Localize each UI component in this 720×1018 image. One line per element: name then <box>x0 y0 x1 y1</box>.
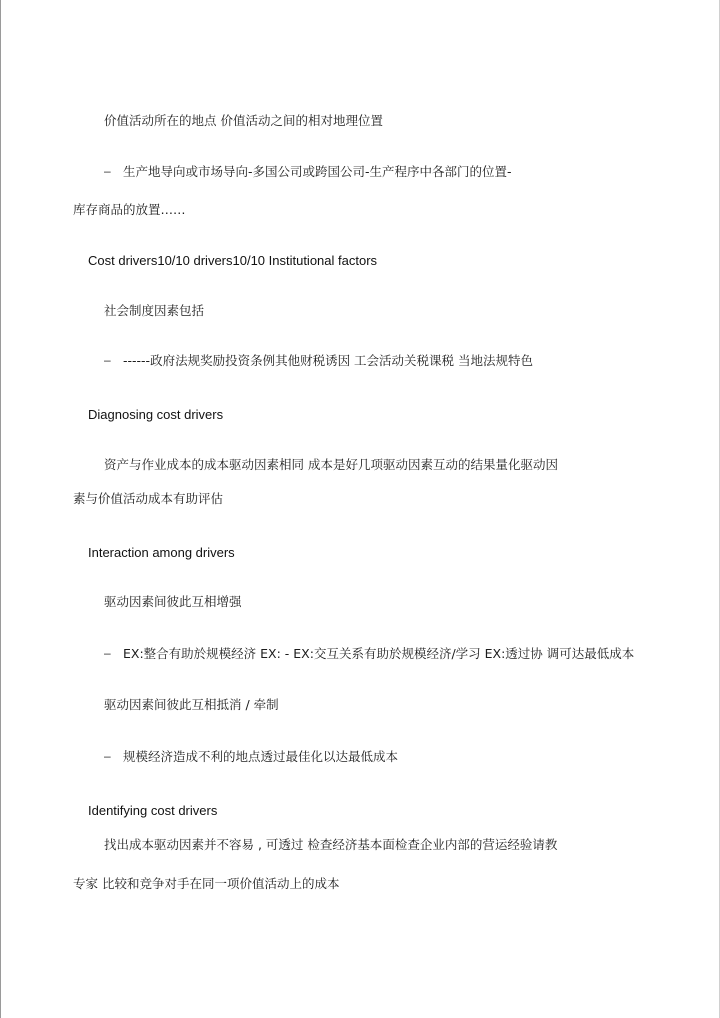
paragraph-line: 找出成本驱动因素并不容易 , 可透过 检查经济基本面检查企业内部的营运经验请教 <box>104 837 558 852</box>
paragraph-line: 社会制度因素包括 <box>104 303 205 318</box>
paragraph-line: 资产与作业成本的成本驱动因素相同 成本是好几项驱动因素互动的结果量化驱动因 <box>104 457 558 472</box>
bullet-item: EX:整合有助於规模经济 EX: - EX:交互关系有助於规模经济/学习 EX:透过协 调可达最低成本 <box>123 646 635 661</box>
bullet-dash: – <box>104 646 111 660</box>
section-heading: Interaction among drivers <box>88 545 235 560</box>
section-heading: Identifying cost drivers <box>88 803 218 818</box>
bullet-dash: – <box>104 749 111 763</box>
bullet-dash: – <box>104 164 111 178</box>
paragraph-line: 库存商品的放置…… <box>73 202 186 217</box>
bullet-item: 规模经济造成不利的地点透过最佳化以达最低成本 <box>123 749 399 764</box>
bullet-dash: – <box>104 353 111 367</box>
paragraph-line: 驱动因素间彼此互相抵消 / 牵制 <box>104 697 279 712</box>
paragraph-line: 专家 比较和竞争对手在同一项价值活动上的成本 <box>73 876 340 891</box>
paragraph-line: 价值活动所在的地点 价值活动之间的相对地理位置 <box>104 113 383 128</box>
bullet-item: ------政府法规奖励投资条例其他财税诱因 工会活动关税课税 当地法规特色 <box>123 353 534 368</box>
bullet-item: 生产地导向或市场导向-多国公司或跨国公司-生产程序中各部门的位置- <box>123 164 512 179</box>
section-heading: Diagnosing cost drivers <box>88 407 224 422</box>
section-heading: Cost drivers10/10 drivers10/10 Institutional factors <box>88 253 378 268</box>
paragraph-line: 素与价值活动成本有助评估 <box>73 491 224 506</box>
paragraph-line: 驱动因素间彼此互相增强 <box>104 594 242 609</box>
